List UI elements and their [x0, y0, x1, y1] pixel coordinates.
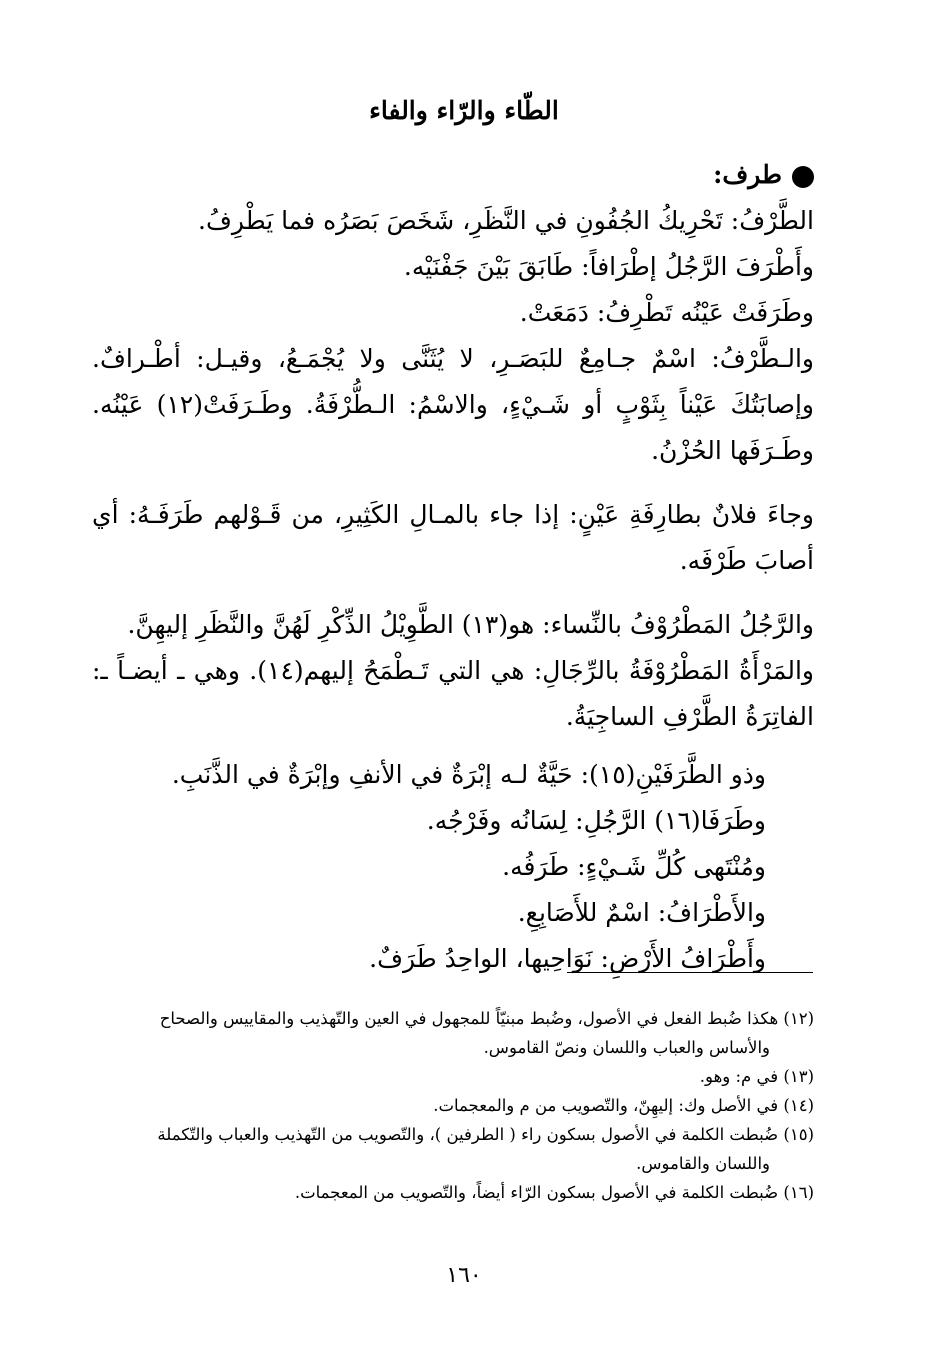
footnote-13: (١٣) في م: وهو. — [699, 1067, 814, 1086]
footnote-12: (١٢) هكذا ضُبط الفعل في الأصول، وضُبط مبنيّاً للمجهول في العين والتّهذيب والمقاييس والصحاح — [159, 1009, 814, 1028]
entry-root: طرف: — [713, 160, 782, 189]
entry-heading — [92, 152, 814, 198]
entry-line-10: ومُنْتَهى كُلِّ شَـيْءٍ: طَرَفُه. — [502, 852, 766, 881]
bullet-icon — [792, 166, 814, 188]
entry-line-1: الطَّرْفُ: تَحْرِيكُ الجُفُونِ في النَّظَرِ، شَخَصَ بَصَرُه فما يَطْرِفُ. — [198, 206, 814, 235]
paragraph-gap — [92, 740, 814, 752]
footnotes — [92, 1005, 814, 1208]
entry-line-8: وذو الطَّرَفَيْنِ(١٥): حَيَّةٌ لـه إبْرَةٌ في الأنفِ وإبْرَةٌ في الذَّنَبِ. — [171, 760, 766, 789]
entry-line-9: وطَرَفَا(١٦) الرَّجُلِ: لِسَانُه وفَرْجُه. — [426, 806, 766, 835]
footnote-16: (١٦) ضُبطت الكلمة في الأصول بسكون الرّاء أيضاً، والتّصويب من المعجمات. — [294, 1183, 814, 1202]
paragraph-gap — [92, 584, 814, 602]
page-header: الطّاء والرّاء والفاء — [369, 96, 559, 125]
dictionary-entry — [92, 152, 814, 982]
entry-line-2: وأَطْرَفَ الرَّجُلُ إطْرَافاً: طَابَقَ بَيْنَ جَفْنَيْه. — [403, 252, 814, 281]
footnote-12-continued: والأساس والعباب واللسان ونصّ القاموس. — [483, 1038, 770, 1057]
entry-line-6: والرَّجُلُ المَطْرُوْفُ بالنِّساء: هو(١٣) الطَّوِيْلُ الذِّكْرِ لَهُنَّ والنَّظَرِ إليهِنَّ. — [127, 610, 814, 639]
footnote-15-continued: واللسان والقاموس. — [636, 1154, 770, 1173]
entry-line-3: وطَرَفَتْ عَيْنُه تَطْرِفُ: دَمَعَتْ. — [519, 298, 814, 327]
entry-paragraph-5: وجاءَ فلانٌ بطارِفَةِ عَيْنٍ: إذا جاء بالمـالِ الكَثِيرِ، من قَـوْلهم طَرَفَـهُ: أي أصابَ طَرْفَه. — [92, 500, 814, 575]
entry-line-11: والأَطْرَافُ: اسْمٌ للأَصَابِعِ. — [517, 898, 766, 927]
footnote-15: (١٥) ضُبطت الكلمة في الأصول بسكون راء ( الطرفين )، والتّصويب من التّهذيب والعباب والتّكملة — [157, 1125, 814, 1144]
page-number: ١٦٠ — [446, 1263, 482, 1288]
entry-paragraph-4: والـطَّرْفُ: اسْمٌ جـامِعٌ للبَصَـرِ، لا يُثَنَّى ولا يُجْمَـعُ، وقيـل: أطْـرافٌ. وإصابَتُكَ عَيْناً بِثَوْبٍ أو شَـيْءٍ، والاسْمُ: الـطُّرْفَةُ. وطَـرَفَتْ(١٢) عَيْنُه. وطَـرَفَها الحُزْنُ. — [92, 344, 814, 465]
footnote-divider — [567, 972, 813, 973]
footnote-14: (١٤) في الأصل وك: إليهِنّ، والتّصويب من م والمعجمات. — [433, 1096, 814, 1115]
entry-line-12: وأَطْرَافُ الأَرْضِ: نَوَاحِيها، الواحِدُ طَرَفٌ. — [369, 944, 766, 973]
entry-paragraph-7: والمَرْأَةُ المَطْرُوْفَةُ بالرِّجَالِ: هي التي تَـطْمَحُ إليهم(١٤). وهي ـ أيضـاً ـ: الفاتِرَةُ الطَّرْفِ الساجِيَةُ. — [92, 656, 814, 731]
paragraph-gap — [92, 474, 814, 492]
